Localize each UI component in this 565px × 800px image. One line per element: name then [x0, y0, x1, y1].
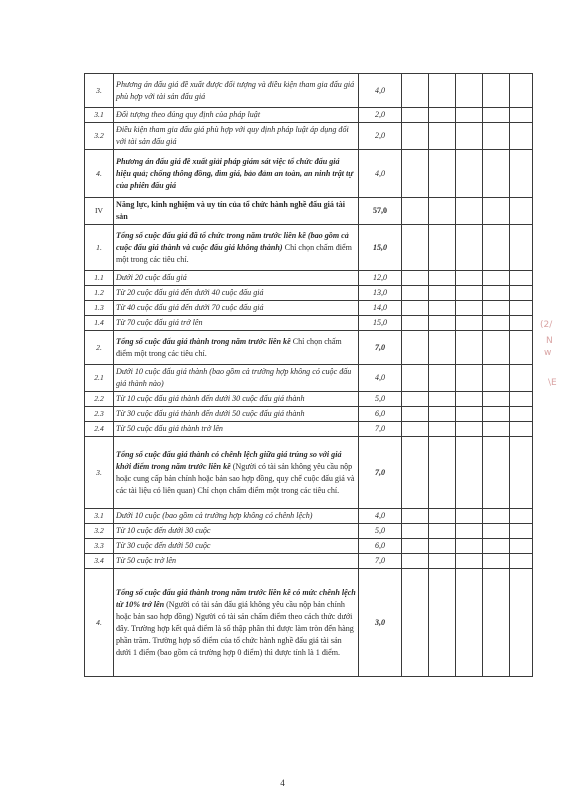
criterion-text-segment: Năng lực, kinh nghiệm và uy tín của tổ chức hành nghề đấu giá tài sản: [116, 200, 345, 221]
score-cell-empty: [402, 554, 429, 569]
criteria-row: [85, 74, 533, 108]
criteria-row: [85, 316, 533, 331]
score-cell-empty: [402, 509, 429, 524]
criterion-number: 3.: [85, 437, 114, 509]
score-cell-empty: [510, 74, 533, 108]
criteria-row: [85, 331, 533, 365]
criteria-row: [85, 225, 533, 271]
criterion-number: 2.4: [85, 422, 114, 437]
criterion-number: 1.3: [85, 301, 114, 316]
criteria-row: [85, 569, 533, 677]
criterion-text: [114, 108, 359, 123]
score-cell-empty: [429, 392, 456, 407]
score-cell-empty: [429, 301, 456, 316]
score-cell-empty: [483, 286, 510, 301]
score-cell-empty: [483, 150, 510, 198]
criterion-number: 2.2: [85, 392, 114, 407]
score-cell-empty: [402, 539, 429, 554]
score-cell-empty: [402, 108, 429, 123]
criterion-text: [114, 286, 359, 301]
criterion-text: [114, 569, 359, 677]
margin-mark: N: [546, 336, 553, 346]
criterion-text-segment: (Người có tài sản đấu giá không yêu cầu nộp bản chính hoặc bản sao hợp đồng) Người có tài sản chấm điểm theo cách thức dưới đây. Trường hợp kết quả điểm là số thập phân thì được làm tròn đến hàng phần trăm. Trường hợp số điểm của tổ chức hành nghề đấu giá tài sản dưới 1 điểm (bao gồm cả trường hợp 0 điểm) thì được tính là 1 điểm.: [116, 599, 354, 657]
criterion-text-segment: Từ 30 cuộc đến dưới 50 cuộc: [116, 541, 211, 550]
criterion-text-segment: Dưới 10 cuộc (bao gồm cả trường hợp không có chênh lệch): [116, 511, 313, 520]
score-cell-empty: [456, 524, 483, 539]
criterion-text-segment: Tổng số cuộc đấu giá thành trong năm trước liền kề có mức chênh lệch từ 10% trở lên: [116, 587, 356, 609]
score-cell-empty: [429, 286, 456, 301]
score-cell-empty: [402, 569, 429, 677]
score-cell-empty: [456, 407, 483, 422]
criteria-row: [85, 422, 533, 437]
score-cell-empty: [429, 554, 456, 569]
score-cell-empty: [510, 539, 533, 554]
score-cell-empty: [483, 365, 510, 392]
criterion-text-segment: (bao gồm cả cuộc đấu giá thành và cuộc đấu giá không thành): [116, 230, 349, 252]
score-cell-empty: [483, 539, 510, 554]
criterion-text: [114, 392, 359, 407]
criteria-row: [85, 437, 533, 509]
criterion-text: [114, 437, 359, 509]
score-cell-empty: [483, 569, 510, 677]
score-cell-empty: [456, 331, 483, 365]
criterion-number: 2.1: [85, 365, 114, 392]
score-cell-empty: [510, 108, 533, 123]
score-cell-empty: [483, 422, 510, 437]
criteria-row: [85, 286, 533, 301]
score-cell-empty: [456, 301, 483, 316]
score-cell-empty: [456, 74, 483, 108]
score-cell-empty: [429, 198, 456, 225]
criterion-text: [114, 331, 359, 365]
score-cell-empty: [402, 301, 429, 316]
criterion-text: [114, 422, 359, 437]
criterion-number: 3.1: [85, 108, 114, 123]
score-cell-empty: [402, 225, 429, 271]
score-cell-empty: [402, 524, 429, 539]
criterion-text: [114, 509, 359, 524]
score-cell-empty: [510, 569, 533, 677]
score-cell-empty: [510, 150, 533, 198]
criteria-row: [85, 150, 533, 198]
score-cell-empty: [429, 123, 456, 150]
score-cell-empty: [456, 392, 483, 407]
score-cell-empty: [429, 569, 456, 677]
criterion-max-score: 6,0: [359, 539, 402, 554]
criterion-text: [114, 150, 359, 198]
score-cell-empty: [456, 422, 483, 437]
score-cell-empty: [510, 198, 533, 225]
criterion-max-score: 2,0: [359, 108, 402, 123]
score-cell-empty: [429, 316, 456, 331]
criteria-row: [85, 524, 533, 539]
score-cell-empty: [429, 524, 456, 539]
score-cell-empty: [456, 365, 483, 392]
criterion-max-score: 15,0: [359, 316, 402, 331]
criteria-row: [85, 198, 533, 225]
score-cell-empty: [483, 108, 510, 123]
criterion-number: 2.3: [85, 407, 114, 422]
criterion-text-segment: Điều kiện tham gia đấu giá phù hợp với quy định pháp luật áp dụng đối với tài sản đấu giá: [116, 125, 349, 146]
score-cell-empty: [456, 271, 483, 286]
score-cell-empty: [510, 554, 533, 569]
criterion-number: 4.: [85, 150, 114, 198]
score-cell-empty: [510, 123, 533, 150]
criterion-text-segment: Tổng số cuộc đấu giá thành có chênh lệch giữa giá trúng so với giá khởi điểm trong năm trước liền kề: [116, 449, 342, 471]
criterion-text-segment: Từ 10 cuộc đến dưới 30 cuộc: [116, 526, 211, 535]
score-cell-empty: [402, 422, 429, 437]
score-cell-empty: [456, 198, 483, 225]
score-cell-empty: [510, 422, 533, 437]
criteria-row: [85, 301, 533, 316]
criterion-max-score: 13,0: [359, 286, 402, 301]
score-cell-empty: [483, 316, 510, 331]
criterion-number: 2.: [85, 331, 114, 365]
score-cell-empty: [429, 225, 456, 271]
score-cell-empty: [483, 271, 510, 286]
criterion-number: IV: [85, 198, 114, 225]
score-cell-empty: [483, 198, 510, 225]
criterion-text-segment: Phương án đấu giá đề xuất giải pháp giám sát việc tổ chức đấu giá hiệu quả; chống thông đồng, dìm giá, bảo đảm an toàn, an ninh trật tự của phiên đấu giá: [116, 156, 354, 190]
criterion-text-segment: Đối tượng theo đúng quy định của pháp luật: [116, 110, 261, 119]
criterion-text-segment: Từ 10 cuộc đấu giá thành đến dưới 30 cuộc đấu giá thành: [116, 394, 305, 403]
criterion-max-score: 12,0: [359, 271, 402, 286]
score-cell-empty: [456, 569, 483, 677]
criteria-table-body: [85, 74, 533, 677]
score-cell-empty: [510, 392, 533, 407]
criteria-row: [85, 509, 533, 524]
score-cell-empty: [483, 554, 510, 569]
criterion-text-segment: Từ 30 cuộc đấu giá thành đến dưới 50 cuộc đấu giá thành: [116, 409, 305, 418]
score-cell-empty: [510, 316, 533, 331]
criterion-max-score: 57,0: [359, 198, 402, 225]
score-cell-empty: [402, 74, 429, 108]
criterion-text-segment: Tổng số cuộc đấu giá thành trong năm trước liền kề: [116, 336, 291, 346]
score-cell-empty: [456, 539, 483, 554]
criteria-row: [85, 392, 533, 407]
score-cell-empty: [456, 108, 483, 123]
score-cell-empty: [429, 108, 456, 123]
criterion-text: [114, 365, 359, 392]
criterion-max-score: 6,0: [359, 407, 402, 422]
criterion-text: [114, 123, 359, 150]
score-cell-empty: [402, 392, 429, 407]
score-cell-empty: [429, 74, 456, 108]
criterion-text: [114, 524, 359, 539]
criterion-text-segment: Chỉ chọn chấm điểm một trong các tiêu chí.: [195, 485, 340, 495]
criterion-max-score: 3,0: [359, 569, 402, 677]
criterion-number: 3.2: [85, 524, 114, 539]
score-cell-empty: [456, 509, 483, 524]
criterion-max-score: 7,0: [359, 422, 402, 437]
criterion-text-segment: Dưới 20 cuộc đấu giá: [116, 273, 187, 282]
score-cell-empty: [483, 301, 510, 316]
criterion-text-segment: Từ 20 cuộc đấu giá đến dưới 40 cuộc đấu giá: [116, 288, 264, 297]
score-cell-empty: [456, 316, 483, 331]
score-cell-empty: [483, 123, 510, 150]
criterion-number: 3.: [85, 74, 114, 108]
score-cell-empty: [402, 407, 429, 422]
margin-mark: w: [544, 348, 552, 358]
score-cell-empty: [429, 437, 456, 509]
criterion-text: [114, 74, 359, 108]
criterion-number: 3.3: [85, 539, 114, 554]
score-cell-empty: [483, 524, 510, 539]
score-cell-empty: [483, 225, 510, 271]
score-cell-empty: [402, 198, 429, 225]
margin-mark: (2/: [540, 320, 553, 330]
criteria-row: [85, 365, 533, 392]
criterion-max-score: 7,0: [359, 554, 402, 569]
score-cell-empty: [402, 331, 429, 365]
criterion-text: [114, 198, 359, 225]
criteria-table: [84, 73, 533, 677]
score-cell-empty: [510, 301, 533, 316]
score-cell-empty: [483, 509, 510, 524]
score-cell-empty: [510, 524, 533, 539]
criterion-max-score: 7,0: [359, 331, 402, 365]
criterion-text: [114, 301, 359, 316]
score-cell-empty: [483, 437, 510, 509]
criterion-text: [114, 554, 359, 569]
criterion-number: 3.4: [85, 554, 114, 569]
score-cell-empty: [402, 150, 429, 198]
score-cell-empty: [483, 74, 510, 108]
score-cell-empty: [429, 331, 456, 365]
score-cell-empty: [510, 286, 533, 301]
score-cell-empty: [402, 437, 429, 509]
criteria-row: [85, 123, 533, 150]
criterion-text-segment: Dưới 10 cuộc đấu giá thành (bao gồm cả trường hợp không có cuộc đấu giá thành nào): [116, 367, 352, 388]
score-cell-empty: [456, 123, 483, 150]
score-cell-empty: [456, 554, 483, 569]
score-cell-empty: [402, 271, 429, 286]
criterion-text: [114, 316, 359, 331]
score-cell-empty: [456, 286, 483, 301]
criterion-number: 1.2: [85, 286, 114, 301]
criterion-text-segment: Từ 40 cuộc đấu giá đến dưới 70 cuộc đấu giá: [116, 303, 264, 312]
criteria-row: [85, 108, 533, 123]
criterion-text-segment: Từ 50 cuộc đấu giá thành trở lên: [116, 424, 223, 433]
criterion-number: 1.: [85, 225, 114, 271]
score-cell-empty: [456, 437, 483, 509]
score-cell-empty: [402, 365, 429, 392]
criterion-text-segment: Phương án đấu giá đề xuất được đối tượng và điều kiện tham gia đấu giá phù hợp với tài sản đấu giá: [116, 79, 355, 101]
score-cell-empty: [429, 422, 456, 437]
score-cell-empty: [429, 509, 456, 524]
criterion-text: [114, 539, 359, 554]
score-cell-empty: [456, 150, 483, 198]
score-cell-empty: [510, 407, 533, 422]
criterion-text: [114, 271, 359, 286]
score-cell-empty: [510, 437, 533, 509]
score-cell-empty: [483, 331, 510, 365]
criterion-max-score: 5,0: [359, 524, 402, 539]
criterion-text: [114, 407, 359, 422]
score-cell-empty: [402, 316, 429, 331]
criteria-row: [85, 554, 533, 569]
score-cell-empty: [429, 150, 456, 198]
criterion-max-score: 15,0: [359, 225, 402, 271]
criterion-max-score: 4,0: [359, 509, 402, 524]
score-cell-empty: [510, 331, 533, 365]
score-cell-empty: [402, 123, 429, 150]
score-cell-empty: [429, 539, 456, 554]
criterion-number: 3.2: [85, 123, 114, 150]
margin-mark: \E: [548, 378, 557, 388]
criterion-text: [114, 225, 359, 271]
score-cell-empty: [402, 286, 429, 301]
criteria-row: [85, 271, 533, 286]
criteria-row: [85, 407, 533, 422]
score-cell-empty: [429, 407, 456, 422]
criterion-max-score: 4,0: [359, 74, 402, 108]
criterion-text-segment: Tổng số cuộc đấu giá đã tổ chức trong năm trước liền kề: [116, 230, 306, 240]
criteria-row: [85, 539, 533, 554]
score-cell-empty: [510, 509, 533, 524]
score-cell-empty: [483, 407, 510, 422]
criterion-max-score: 14,0: [359, 301, 402, 316]
criterion-max-score: 2,0: [359, 123, 402, 150]
score-cell-empty: [483, 392, 510, 407]
criterion-max-score: 4,0: [359, 365, 402, 392]
criterion-text-segment: (Người có tài sản không yêu cầu nộp hoặc cung cấp bản chính hoặc bản sao hợp đồng, quy chế cuộc đấu giá và các tài liệu có liên quan): [116, 461, 355, 495]
score-cell-empty: [510, 225, 533, 271]
criterion-number: 1.4: [85, 316, 114, 331]
criterion-number: 3.1: [85, 509, 114, 524]
criterion-number: 1.1: [85, 271, 114, 286]
criterion-text-segment: Từ 50 cuộc trở lên: [116, 556, 176, 565]
criterion-max-score: 7,0: [359, 437, 402, 509]
page-number: 4: [280, 778, 285, 788]
criterion-text-segment: Từ 70 cuộc đấu giá trở lên: [116, 318, 203, 327]
score-cell-empty: [429, 365, 456, 392]
score-cell-empty: [510, 365, 533, 392]
criterion-max-score: 5,0: [359, 392, 402, 407]
criterion-text-segment: Chỉ chọn chấm điểm một trong các tiêu chí.: [116, 336, 342, 358]
score-cell-empty: [510, 271, 533, 286]
criterion-number: 4.: [85, 569, 114, 677]
score-cell-empty: [456, 225, 483, 271]
criterion-max-score: 4,0: [359, 150, 402, 198]
score-cell-empty: [429, 271, 456, 286]
criterion-text-segment: Chỉ chọn chấm điểm một trong các tiêu chí.: [116, 242, 352, 264]
